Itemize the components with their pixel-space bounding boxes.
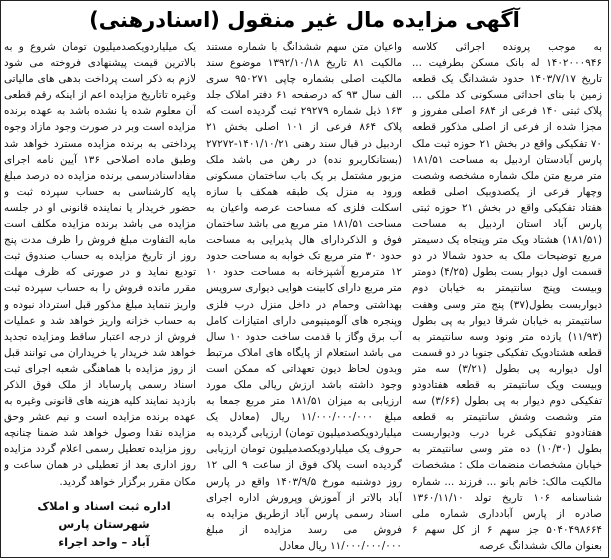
column-left-text: یک میلیاردویکصدمیلیون تومان شروع و به بالاترین قیمت پیشنهادی فروخته می شود لازم به ذکر است پرداخت بدهی های مالیاتی وغیره تاتاریخ مزایده اعم از اینکه رقم قطعی آن معلوم شده یا نشده باشد به عهده برنده مزایده است وبر در صورت وجود مازاد وجوه پرداختی به برنده مزایده مسترد خواهد شد وطبق ماده اصلاحی ۱۳۶ آیین نامه اجرای مفاداسنادرسمی برنده مزایده ده درصد مبلغ پایه کارشناسی به حساب سپرده ثبت و حضور خریدار یا نماینده قانونی او در جلسه مزایده می باشد برنده مزایده مکلف است مابه التفاوت مبلغ فروش را ظرف مدت پنج روز از تاریخ مزایده به حساب صندوق ثبت تودیع نماید و در صورتی که ظرف مهلت مقرر مانده فروش را به حساب سپرده ثبت واریز ننماید مبلغ مذکور قبل استرداد نبوده و به حساب خزانه واریز خواهد شد و عملیات فروش از درجه اعتبار ساقط ومزایده تجدید خواهد شد خریدار یا خریداران می توانند قبل از روز مزایده با هماهنگی شعبه اجرای ثبت اسناد رسمی پارساباد از ملک فوق الذکر بازدید نمایند کلیه هزینه های قانونی وغیره به عهده برنده مزایده است و نیم عشر وحق مزایده نقدا وصول خواهد شد ضمنا چنانچه روز مزایده تعطیل رسمی اعلام گردد مزایده روز اداری بعد از تعطیلی در همان ساعت و مکان مقرر برگزار خواهد گردید. <box>4 41 196 488</box>
issuer-line-1: اداره ثبت اسناد و املاک شهرستان پارس <box>37 499 171 531</box>
notice-column-right <box>412 39 602 553</box>
issuer-line-2: آباد – واحد اجراء <box>58 535 150 549</box>
column-middle-text: واعیان متن سهم ششدانگ با شماره مستند مالکیت ۸۱ تاریخ ۱۳۹۲/۱۰/۱۸ موضوع سند مالکیت اصلی بشماره چاپی ۹۵۰۲۷۱ سری الف سال ۹۳ که درصفحه ۶۱ دفتر املاک جلد ۱۶۳ ذیل شماره ۲۹۲۷۹ ثبت گردیده است که پلاک ۸۶۴ فرعی از ۱۰۱ اصلی بخش ۲۱ اردبیل در قبال سند رهنی ۱۴۰۱/۱۰/۲۱-۲۷۲۷۲ (بستانکاربرو نده) در رهن می باشد ملک مزبور مشتمل بر یک باب ساختمان مسکونی ورود به منزل یک طبقه همکف با سازه اسکلت فلزی که مساحت عرصه واعیان به مساحت ۱۸۱/۵۱ متر مربع می باشد ساختمان فوق و الذکردارای هال پذیرایی به مساحت حدود ۳۰ متر مربع تک خوابه به مساحت حدود ۱۲ مترمربع آشپزخانه به مساحت حدود ۱۰ متر مربع دارای کابینت هوایی دیواری سرویس بهداشتی وحمام در داخل منزل درب فلزی وپنجره های آلومینیومی دارای امتیازات کامل آب برق وگاز با قدمت ساخت حدود ۱۰ سال می باشد استعلام از پایگاه های املاک مرتبط وبدون لحاظ دیون تعهداتی که ممکن است وجود داشته باشد ارزش ریالی ملک مورد ارزیابی به میزان ۱۸۱/۵۱ متر مربع جمعا به مبلغ ۱۱/۰۰۰/۰۰۰/۰۰۰ ریال (معادل یک میلیاردویکصدمیلیون تومان) ارزیابی گردیده به حروف یک میلیاردویکصدمیلیون تومان ارزیابی گردیده است پلاک فوق از ساعت ۹ الی ۱۲ روز دوشنبه مورخ ۱۴۰۳/۹/۵ واقع در پارس آباد بالاتر از آموزش وپرورش اداره اجرای اسناد رسمی پارس آباد ازطریق مزایده به فروش می رسد مزایده از مبلغ ۱۱/۰۰۰/۰۰۰/۰۰۰ ریال معادل <box>206 41 402 552</box>
issuer-signature <box>9 497 199 551</box>
notice-column-middle <box>206 39 402 553</box>
notice-title: آگهی مزایده مال غیر منقول (اسنادرهنی) <box>89 8 520 32</box>
column-right-text: به موجب پرونده اجرائی کلاسه ۱۴۰۲۰۰۰۹۴۶ له بانک مسکن بطرفیت ... تاریخ ۱۴۰۳/۷/۱۷ حدود ششدانگ یک قطعه زمین با بنای احداثی مسکونی کد ملکی ... پلاک ثبتی ۱۴۰ فرعی از ۶۸۴ اصلی مفروز و مجزا شده از فرعی از اصلی مذکور قطعه ۷۰ تفکیکی واقع در بخش ۲۱ حوزه ثبت ملک پارس آبادستان اردبیل به مساحت ۱۸۱/۵۱ متر مربع متن ملک شماره مشخصه وشصت وچهار فرعی از یکصدوبیک اصلی قطعه هفتاد تفکیکی واقع در بخش ۲۱ حوزه ثبتی پارس آباد استان اردبیل به مساحت (۱۸۱/۵۱) هشتاد ویک متر وپنجاه یک دسیمتر مربع توضیحات ملک به حدود شمالا در دو قسمت اول دیوار بست بطول (۴/۲۵) دومتر وبیست وپنج سانتیمتر به خیابان دوم دیواربست بطول(۳۷) پنج متر وسی وهفت سانتیمتر به خیابان شرقا دیوار به پی بطول (۱۱/۹۳) یازده متر ونود وسه سانتیمتر به قطعه هشتادویک تفکیکی جنوبا در دو قسمت اول دیواربه پی بطول (۳/۲۱) سه متر وبیست ویک سانتیمتر به قطعه هفتادودو تفکیکی دوم دیوار به پی بطول (۳/۶۶) سه متر وشصت وشش سانتیمتر به قطعه هفتادودو تفکیکی غربا درب ودیواربست بطول (۱۰/۳۰) ده متر وسی سانتیمتر به خیابان مشخصات منضمات ملک : مشخصات مالکیت مالک: خانم بانو ... فرزند ... شماره شناسنامه ۱۰۶ تاریخ تولد ۱۳۶۰/۱۱/۱۰ صادره از پارس آبادداری شماره ملی ۵۰۴۰۴۹۸۶۶۴ جز سهم ۶ از کل سهم ۶ بعنوان مالک ششدانگ عرصه <box>412 41 602 552</box>
notice-column-left <box>4 39 196 509</box>
